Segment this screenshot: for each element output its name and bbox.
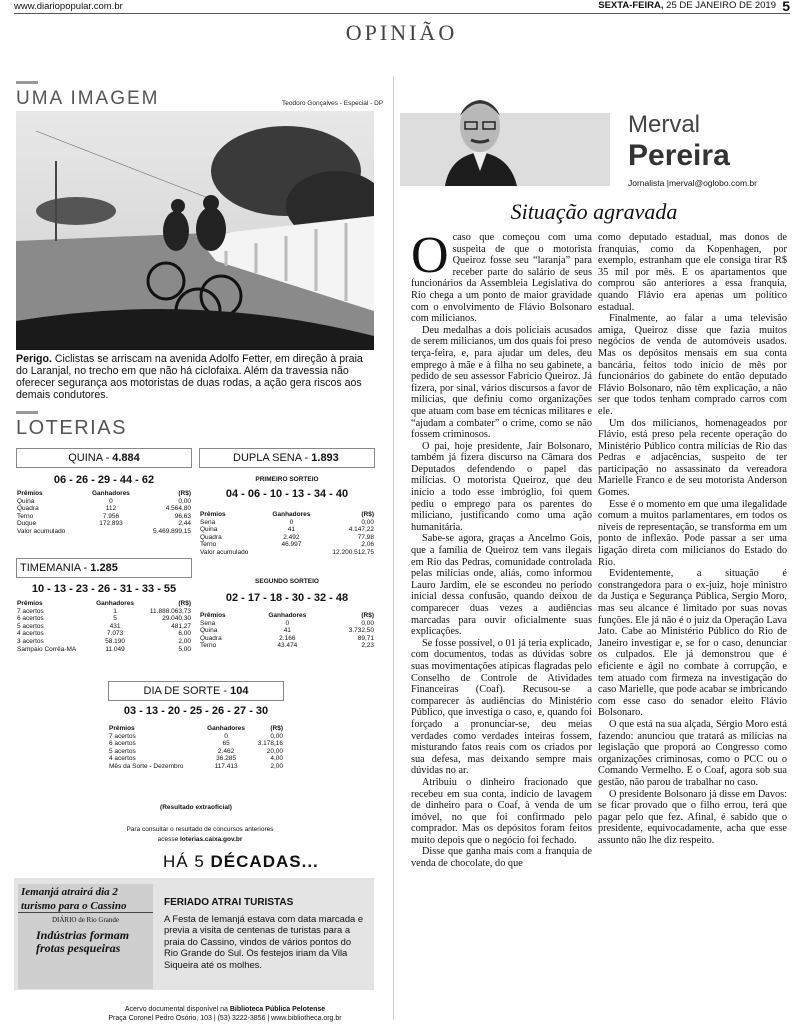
table-row <box>199 534 375 542</box>
second-draw-label: SEGUNDO SORTEIO <box>255 578 319 585</box>
quina-header <box>16 448 192 468</box>
table-row <box>16 623 192 631</box>
table-cell: Quadra <box>17 505 39 513</box>
section-title: OPINIÃO <box>345 20 458 45</box>
col-premios: Prêmios <box>200 511 226 518</box>
top-bar <box>14 0 790 14</box>
official-note: (Resultado extraoficial) <box>160 804 232 811</box>
caption-text: Ciclistas se arriscam na avenida Adolfo Fetter, em direção à praia do Laranjal, no trecho em que não há ciclofaixa. Além da travessia não oferecer segurança aos motoristas de duas rodas, a ação gera riscos aos demais condutores. <box>16 353 363 401</box>
table-cell: 4.564,80 <box>165 505 191 513</box>
table-cell: Sena <box>200 518 216 526</box>
acervo-note <box>60 1005 390 1023</box>
cyclists-photo <box>16 111 374 350</box>
columnist-email[interactable]: Jornalista |merval@oglobo.com.br <box>628 178 757 188</box>
photo-credit: Teodoro Gonçalves - Especial - DP <box>282 100 384 107</box>
article-paragraph: Evidentemente, a situação é constrangedora para o ex-juiz, hoje ministro da Justiça e Segurança Pública, Sergio Moro, mas seu alcance é limitado por suas novas funções. Ele já não é o juiz da Operação Lava Jato. Cabe ao Ministério Público do Rio de Janeiro investigar e, se for o caso, denunciar os culpados. Ele já demonstrou que é eficiente e ágil no combate à corrupção, e tem atuado com firmeza na investigação do caso Marielle, que pode acabar se imbricando com esse caso do senador eleito Flávio Bolsonaro. <box>598 568 787 719</box>
clip-headline-1: Iemanjá atrairá dia 2 <box>21 886 118 898</box>
table-cell: 29.040,30 <box>162 615 191 623</box>
table-cell: 2,06 <box>361 541 374 549</box>
table-cell: 117.413 <box>214 762 238 770</box>
diasorte-rows <box>108 733 284 771</box>
diasorte-numbers: 03 - 13 - 20 - 25 - 26 - 27 - 30 <box>123 705 269 717</box>
col-ganhadores: Ganhadores <box>207 725 246 732</box>
table-cell: Duque <box>17 520 37 528</box>
table-cell: 12.200.512,75 <box>332 548 374 556</box>
table-cell: 0,00 <box>270 732 283 740</box>
table-cell: 0,00 <box>361 518 374 526</box>
clip-headline-2: turismo para o Cassino <box>18 901 153 913</box>
table-cell: 7.073 <box>106 630 124 638</box>
feriado-text: A Festa de Iemanjá estava com data marcada e previa a visita de centenas de turistas para a praia do Cassino, vindos de vários pontos do Rio Grande do Sul. Os festejos iriam da Vila Siqueira até os molhes. <box>164 913 364 970</box>
table-cell: 4 acertos <box>109 755 136 763</box>
table-cell: 2.462 <box>217 747 235 755</box>
table-cell: Terno <box>200 541 217 549</box>
newspaper-clipping <box>18 884 153 989</box>
table-row <box>199 541 375 549</box>
table-cell: Quadra <box>200 634 222 642</box>
table-cell: 1 <box>113 607 117 615</box>
col-premios: Prêmios <box>109 725 135 732</box>
col-valor: (R$) <box>361 612 374 619</box>
diasorte-header <box>108 681 284 701</box>
consult-link-line <box>60 836 340 843</box>
article-paragraph: Disse que ganha mais com a franquia de venda de chocolate, do que <box>411 846 592 870</box>
section-rule <box>16 81 38 84</box>
table-cell: Mês da Sorte - Dezembro <box>109 762 184 770</box>
acervo-address: Praça Coronel Pedro Osório, 103 | (53) 3222-3856 | www.bibliotheca.org.br <box>108 1015 342 1022</box>
table-cell: 5 acertos <box>17 622 44 630</box>
table-cell: 7 acertos <box>17 607 44 615</box>
diasorte-name: DIA DE SORTE - <box>143 685 231 697</box>
table-cell: 112 <box>105 505 117 513</box>
diasorte-table <box>108 725 284 771</box>
col-valor: (R$) <box>178 600 191 607</box>
section-rule <box>16 411 38 414</box>
article-headline: Situação agravada <box>510 199 678 224</box>
consult-note: Para consultar o resultado de concursos anteriores <box>126 826 274 833</box>
article-paragraph: Um dos milicianos, homenageados por Flávio, está preso pela recente operação do Ministério Público contra milícias de Rio das Pedras e adjacências, suspeito de ter participação no assassinato da vereadora Marielle Franco e de seu motorista Anderson Gomes. <box>598 417 787 499</box>
col-ganhadores: Ganhadores <box>272 511 311 518</box>
decadas-prefix: HÁ 5 <box>163 852 211 871</box>
table-cell: 0,00 <box>178 497 191 505</box>
first-draw-label: PRIMEIRO SORTEIO <box>255 476 319 483</box>
table-row <box>199 620 375 628</box>
column-divider <box>393 76 394 1020</box>
table-cell: Quina <box>17 497 35 505</box>
table-cell: Valor acumulado <box>200 548 249 556</box>
table-cell: 7 acertos <box>109 732 136 740</box>
timemania-table <box>16 600 192 653</box>
diasorte-contest: 104 <box>230 685 249 697</box>
table-row <box>108 755 284 763</box>
article-paragraph: O que está na sua alçada, Sérgio Moro está fazendo: anunciou que tratará as milícias na legislação que proporá ao Congresso como organizações criminosas, como o PCC ou o Comando Vermelho. E o Coaf, agora sob sua gestão, não parou de trabalhar no caso. <box>598 718 787 788</box>
quina-table <box>16 490 192 536</box>
table-cell: 58.190 <box>105 637 125 645</box>
photo-caption <box>16 353 376 401</box>
acervo-library: Biblioteca Pública Pelotense <box>229 1006 326 1013</box>
article-paragraph: Finalmente, ao falar a uma televisão amiga, Queiroz disse que fazia muitos negócios de venda de automóveis usados. Mas os depósitos mensais em sua conta bancária, feitos todo início de mês por funcionários do gabinete do então deputado Flávio Bolsonaro, não têm explicação, a não ser que todos tenham comprado carros com ele. <box>598 313 787 417</box>
table-row <box>16 630 192 638</box>
article-column-1 <box>411 227 592 870</box>
col-premios: Prêmios <box>200 612 226 619</box>
table-row <box>108 763 284 771</box>
table-cell: 4.147,22 <box>348 526 374 534</box>
table-cell: Quina <box>200 526 218 534</box>
table-cell: 65 <box>222 740 230 748</box>
decadas-title <box>163 852 319 872</box>
table-row <box>199 627 375 635</box>
table-cell: Sampaio Corrêa-MA <box>17 645 77 653</box>
dupla-second-rows <box>199 620 375 650</box>
table-row <box>199 635 375 643</box>
table-row <box>16 638 192 646</box>
table-cell: 11.888.063,73 <box>149 607 191 615</box>
table-cell: 6 acertos <box>17 615 44 623</box>
decadas-word: DÉCADAS... <box>210 852 319 871</box>
table-row <box>16 615 192 623</box>
table-row <box>199 519 375 527</box>
table-row <box>199 642 375 650</box>
table-cell: 6 acertos <box>109 740 136 748</box>
table-cell: Sena <box>200 619 216 627</box>
table-cell: 20,00 <box>266 747 283 755</box>
table-cell: 11.049 <box>105 645 125 653</box>
uma-imagem-title: UMA IMAGEM <box>16 88 160 109</box>
table-cell: 36.285 <box>216 755 237 763</box>
table-cell: 5 acertos <box>109 747 136 755</box>
table-row <box>16 513 192 521</box>
table-cell: 5.469.899,15 <box>153 527 191 535</box>
table-row <box>16 528 192 536</box>
table-cell: 5 <box>113 615 117 623</box>
columnist-last-name: Pereira <box>628 139 730 172</box>
clip-headline-4: frotas pesqueiras <box>36 941 121 955</box>
article-paragraph: O presidente Bolsonaro já disse em Davos: se ficar provado que o filho errou, terá que pagar pelo que fez. Afinal, é sabido que o presidente, equivocadamente, acha que esse assunto não lhe diz respeito. <box>598 788 787 846</box>
table-cell: 0 <box>224 732 228 740</box>
quina-rows <box>16 498 192 536</box>
table-row <box>16 520 192 528</box>
article-paragraph: Sabe-se agora, graças a Ancelmo Gois, que a família de Queiroz tem vans ilegais em Rio das Pedras, comunidade controlada pelas milícias onde, aliás, como informou Lauro Jardim, ele se escondeu no período inicial dessa confusão, quando deixou de comparecer duas vezes a audiências marcadas para ouvir oficialmente suas explicações. <box>411 533 592 638</box>
dupla-first-rows <box>199 519 375 557</box>
article-paragraph: como deputado estadual, mas donos de franquias, como da Kopenhagen, por exemplo, estranham que ele consiga tirar R$ 35 mil por mês. E os apartamentos que comprou são anteriores a essa franquia, quando Flávio era apenas um político estadual. <box>598 232 787 313</box>
dupla-header <box>199 448 375 468</box>
table-cell <box>265 549 318 557</box>
col-premios: Prêmios <box>17 490 43 497</box>
timemania-header <box>16 558 192 578</box>
table-row <box>16 505 192 513</box>
article-paragraph: Atribuiu o dinheiro fracionado que recebeu em sua conta, indício de lavagem de dinheiro para o Coaf, à venda de um imóvel, no que foi confirmado pelo comprador. Mas os depósitos foram feitos muito depois que o negócio foi fechado. <box>411 776 592 846</box>
table-cell: 431 <box>109 622 121 630</box>
table-cell: 0,00 <box>361 619 374 627</box>
table-cell: 0 <box>285 619 290 627</box>
issue-day: SEXTA-FEIRA, <box>598 0 664 11</box>
table-row <box>16 608 192 616</box>
clip-headline-3: Indústrias formam <box>36 928 130 942</box>
table-cell: 172.893 <box>99 520 123 528</box>
quina-name: QUINA - <box>68 452 113 464</box>
table-cell: 96,63 <box>174 512 191 520</box>
article-col1-paragraphs <box>411 227 592 870</box>
table-cell: 2.166 <box>279 634 296 642</box>
table-cell: 2,44 <box>178 520 191 528</box>
table-row <box>108 733 284 741</box>
table-cell: 3 acertos <box>17 637 44 645</box>
first-draw-numbers: 04 - 06 - 10 - 13 - 34 - 40 <box>225 488 349 500</box>
table-cell: 4,00 <box>270 755 283 763</box>
col-valor: (R$) <box>178 490 191 497</box>
table-cell: Valor acumulado <box>17 527 66 535</box>
table-cell: 89,71 <box>357 634 374 642</box>
article-paragraph: Esse é o momento em que uma ilegalidade comum a muitos parlamentares, em todos os níveis de representação, se transforma em um ponto de inflexão. Pode passar a ser uma ligação direta com milicianos do Estado do Rio. <box>598 498 787 568</box>
table-cell: 2.492 <box>283 533 300 541</box>
second-draw-numbers: 02 - 17 - 18 - 30 - 32 - 48 <box>225 592 349 604</box>
col-ganhadores: Ganhadores <box>96 600 135 607</box>
dupla-first-table <box>199 511 375 557</box>
table-cell: 5,00 <box>178 645 191 653</box>
table-cell: 2,00 <box>270 762 283 770</box>
col-ganhadores: Ganhadores <box>92 490 130 497</box>
table-cell: 77,98 <box>357 533 374 541</box>
quina-numbers: 06 - 26 - 29 - 44 - 62 <box>53 474 155 486</box>
table-cell <box>84 528 138 536</box>
table-row <box>16 498 192 506</box>
table-cell: 3.178,16 <box>257 740 283 748</box>
table-row <box>16 646 192 654</box>
table-cell: 0 <box>289 518 294 526</box>
table-cell: 41 <box>287 526 296 534</box>
drop-cap: O <box>411 227 449 284</box>
table-cell: 7.956 <box>102 512 120 520</box>
table-row <box>199 526 375 534</box>
table-cell: 4 acertos <box>17 630 44 638</box>
article-paragraph: O pai, hoje presidente, Jair Bolsonaro, também já fizera discurso na Câmara dos Deputados defendendo o papel das milícias. O motorista Queiroz, que deu início a todo esse imbróglio, foi quem pediu o emprego para os parentes do miliciano, justificando como uma ação humanitária. <box>411 440 592 533</box>
dupla-contest: 1.893 <box>311 452 339 464</box>
table-row <box>108 740 284 748</box>
page-number: 5 <box>782 0 790 14</box>
issue-date-text: 25 DE JANEIRO DE 2019 <box>666 0 776 11</box>
col-valor: (R$) <box>270 725 283 732</box>
table-row <box>108 748 284 756</box>
table-cell: 43.474 <box>277 642 298 650</box>
table-cell: Terno <box>17 512 34 520</box>
table-cell: Terno <box>200 642 217 650</box>
caption-lead: Perigo. <box>16 353 52 365</box>
quina-contest: 4.884 <box>112 452 140 464</box>
timemania-numbers: 10 - 13 - 23 - 26 - 31 - 33 - 55 <box>31 583 177 595</box>
dupla-second-table <box>199 612 375 650</box>
article-paragraph: Deu medalhas a dois policiais acusados de serem milicianos, um dos quais foi preso terça-feira, e, para ajudar um deles, deu emprego à mãe e à filha no seu gabinete, a pedido de seu assessor Fabrício Queiroz. Já fizera, por sinal, vários discursos a favor de milícias, que definiu como organizações que atuam com base em técnicas militares e “ajudam a combater” o crime, como se não fossem criminosos. <box>411 324 592 441</box>
col-premios: Prêmios <box>17 600 43 607</box>
columnist-first-name: Merval <box>628 111 701 138</box>
table-cell: 2,23 <box>361 642 374 650</box>
dupla-name: DUPLA SENA - <box>233 452 312 464</box>
clip-masthead: DIÁRIO de Rio Grande <box>51 916 120 924</box>
col-valor: (R$) <box>361 511 374 518</box>
article-col2-paragraphs <box>598 232 787 846</box>
table-cell: 481,27 <box>171 622 191 630</box>
article-paragraph: Se fosse possível, o 01 já teria explicado, com documentos, todas as dúvidas sobre suas movimentações atípicas flagradas pelo Conselho de Controle de Atividades Financeiras (Coaf). Recusou-se a comparecer às audiências do Ministério Público, que investiga o caso, e, quando foi forçado a pronunciar-se, deu meias verdades como verdades inteiras fossem, misturando fatos reais com os criados por sua defesa, mas deixando sempre mais dúvidas no ar. <box>411 637 592 777</box>
columnist-portrait <box>435 86 525 186</box>
table-cell: 2,00 <box>178 637 191 645</box>
issue-date <box>598 0 776 11</box>
timemania-contest: 1.285 <box>90 562 118 574</box>
table-cell: Quina <box>200 627 218 635</box>
col-ganhadores: Ganhadores <box>268 612 307 619</box>
table-cell: 46.997 <box>281 541 302 549</box>
acervo-prefix: Acervo documental disponível na <box>124 1006 230 1013</box>
table-cell: Quadra <box>200 533 222 541</box>
table-cell: 0 <box>109 497 113 505</box>
site-url[interactable]: www.diariopopular.com.br <box>14 1 123 12</box>
feriado-title: FERIADO ATRAI TURISTAS <box>164 897 294 908</box>
article-column-2 <box>598 232 787 846</box>
table-cell: 3.732,50 <box>348 627 374 635</box>
table-cell: 6,00 <box>178 630 191 638</box>
article-paragraph: caso que começou com uma suspeita de que o motorista Queiroz fosse seu “laranja” para receber parte do salário de seus funcionários da Assembleia Legislativa do Rio chega a um ponto de maior gravidade com o envolvimento de Flávio Bolsonaro com milicianos. <box>411 232 592 325</box>
timemania-name: TIMEMANIA - <box>20 562 91 574</box>
timemania-rows <box>16 608 192 654</box>
table-row <box>199 549 375 557</box>
consult-prefix: acesse <box>157 836 180 843</box>
loterias-link[interactable]: loterias.caixa.gov.br <box>180 836 243 843</box>
table-cell: 41 <box>283 627 291 635</box>
loterias-title: LOTERIAS <box>16 417 127 439</box>
